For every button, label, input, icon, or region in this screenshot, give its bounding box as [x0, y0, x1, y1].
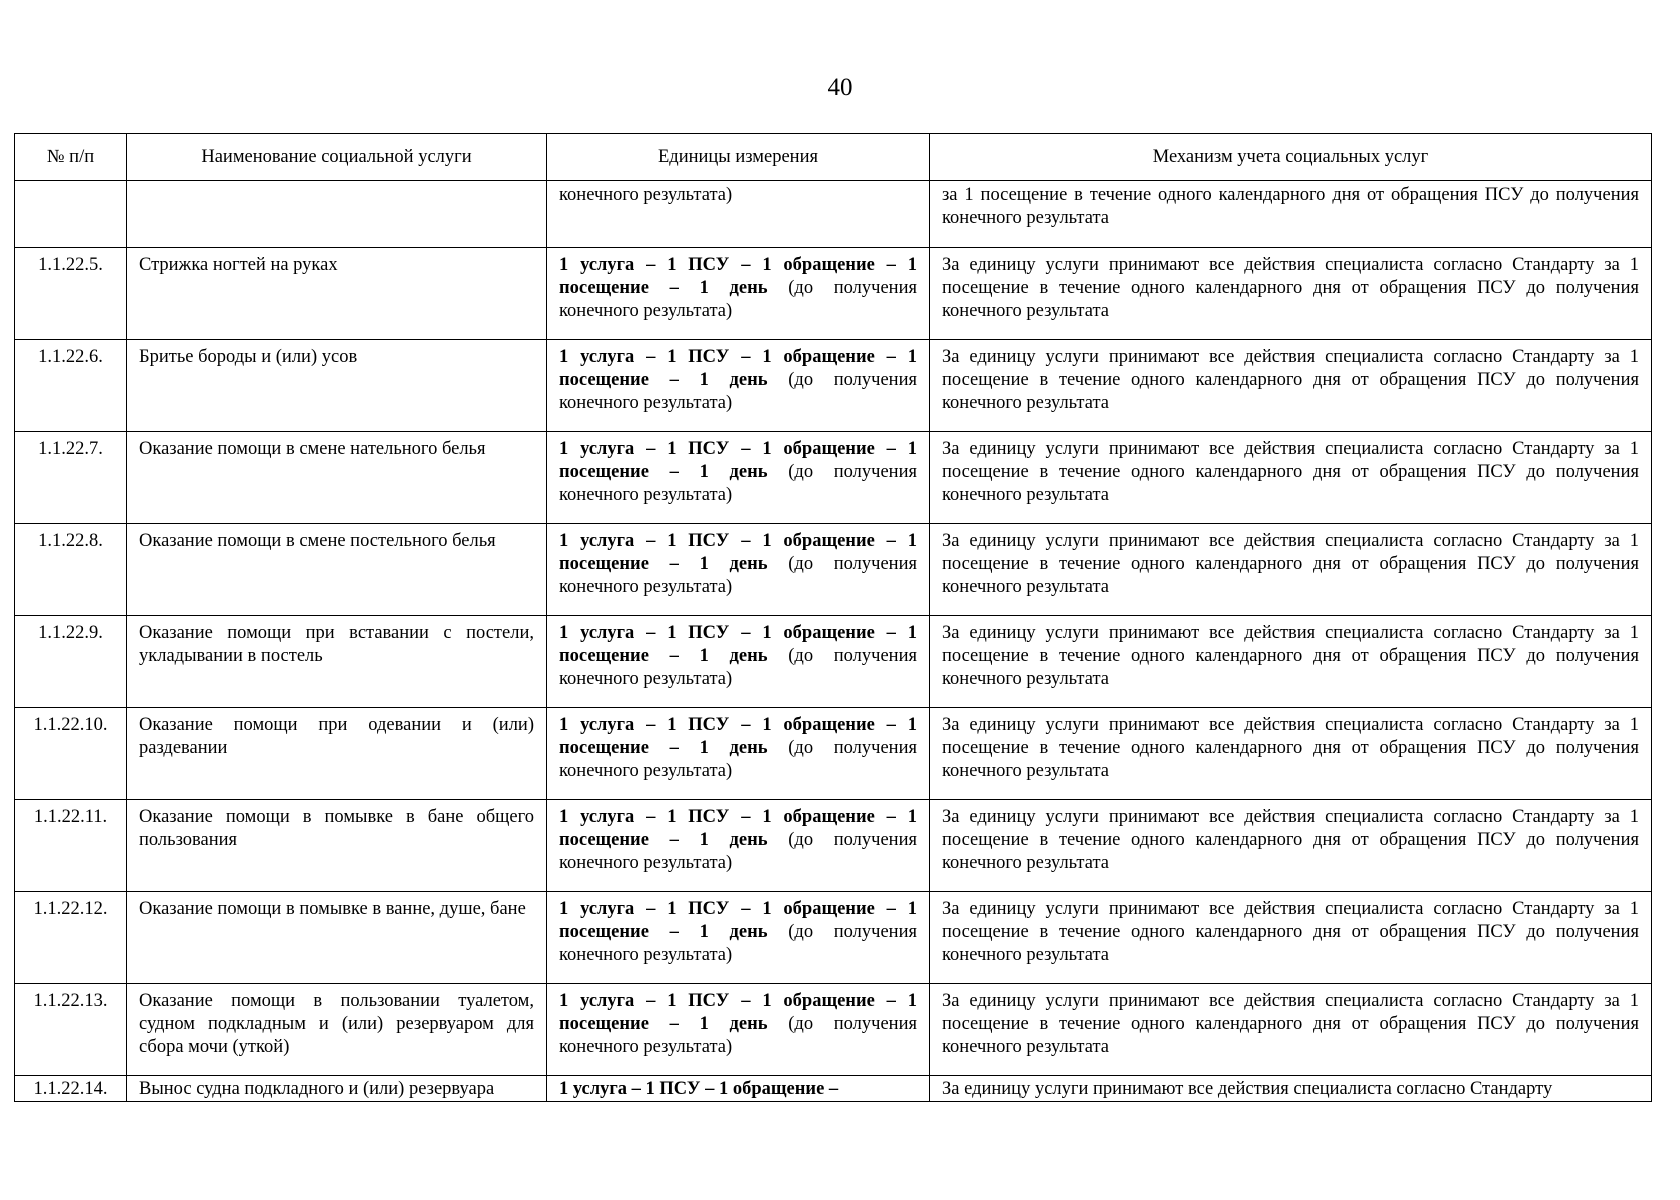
service-units	[547, 984, 930, 1076]
service-mechanism: За единицу услуги принимают все действия специалиста согласно Стандарту за 1 посещение в течение одного календарного дня от обращения ПСУ до получения конечного результата	[930, 708, 1652, 800]
page-number: 40	[827, 74, 853, 101]
row-number: 1.1.22.11.	[15, 800, 127, 892]
service-units-note: конечного результата)	[559, 185, 733, 205]
service-units	[547, 340, 930, 432]
service-units-bold: 1 услуга – 1 ПСУ – 1 обращение – 1 посещение – 1 день	[559, 991, 917, 1034]
service-units-note: (до получения конечного результата)	[559, 646, 917, 689]
header-mechanism: Механизм учета социальных услуг	[930, 134, 1652, 181]
table-row	[15, 616, 1652, 708]
service-units	[547, 248, 930, 340]
service-mechanism: За единицу услуги принимают все действия специалиста согласно Стандарту за 1 посещение в течение одного календарного дня от обращения ПСУ до получения конечного результата	[930, 524, 1652, 616]
header-units: Единицы измерения	[547, 134, 930, 181]
service-units	[547, 1076, 930, 1102]
service-name: Стрижка ногтей на руках	[127, 248, 547, 340]
table-row	[15, 181, 1652, 248]
service-units-bold: 1 услуга – 1 ПСУ – 1 обращение – 1 посещение – 1 день	[559, 715, 917, 758]
service-mechanism: За единицу услуги принимают все действия специалиста согласно Стандарту за 1 посещение в течение одного календарного дня от обращения ПСУ до получения конечного результата	[930, 248, 1652, 340]
service-units-bold: 1 услуга – 1 ПСУ – 1 обращение – 1 посещение – 1 день	[559, 531, 917, 574]
row-number: 1.1.22.7.	[15, 432, 127, 524]
service-units	[547, 181, 930, 248]
table-row	[15, 432, 1652, 524]
row-number: 1.1.22.14.	[15, 1076, 127, 1102]
table-row	[15, 708, 1652, 800]
service-units-note: (до получения конечного результата)	[559, 370, 917, 413]
row-number: 1.1.22.10.	[15, 708, 127, 800]
service-name: Оказание помощи в смене постельного белья	[127, 524, 547, 616]
service-name: Оказание помощи в пользовании туалетом, судном подкладным и (или) резервуаром для сбора мочи (уткой)	[127, 984, 547, 1076]
service-name: Оказание помощи в помывке в ванне, душе, бане	[127, 892, 547, 984]
row-number: 1.1.22.12.	[15, 892, 127, 984]
service-units-note: (до получения конечного результата)	[559, 922, 917, 965]
row-number: 1.1.22.13.	[15, 984, 127, 1076]
service-name: Оказание помощи при вставании с постели, укладывании в постель	[127, 616, 547, 708]
table-header-row	[15, 134, 1652, 181]
service-units-note: (до получения конечного результата)	[559, 554, 917, 597]
header-name: Наименование социальной услуги	[127, 134, 547, 181]
service-units	[547, 708, 930, 800]
service-units-note: (до получения конечного результата)	[559, 462, 917, 505]
row-number: 1.1.22.5.	[15, 248, 127, 340]
row-number: 1.1.22.8.	[15, 524, 127, 616]
service-name: Оказание помощи при одевании и (или) раздевании	[127, 708, 547, 800]
service-name	[127, 181, 547, 248]
service-mechanism: За единицу услуги принимают все действия специалиста согласно Стандарту за 1 посещение в течение одного календарного дня от обращения ПСУ до получения конечного результата	[930, 800, 1652, 892]
table-row	[15, 984, 1652, 1076]
service-mechanism: За единицу услуги принимают все действия специалиста согласно Стандарту за 1 посещение в течение одного календарного дня от обращения ПСУ до получения конечного результата	[930, 340, 1652, 432]
table-row	[15, 340, 1652, 432]
service-units-bold: 1 услуга – 1 ПСУ – 1 обращение – 1 посещение – 1 день	[559, 255, 917, 298]
table-body	[15, 181, 1652, 1102]
service-units	[547, 892, 930, 984]
service-units-bold: 1 услуга – 1 ПСУ – 1 обращение – 1 посещение – 1 день	[559, 347, 917, 390]
table-row	[15, 800, 1652, 892]
row-number: 1.1.22.6.	[15, 340, 127, 432]
service-name: Оказание помощи в помывке в бане общего пользования	[127, 800, 547, 892]
header-num: № п/п	[15, 134, 127, 181]
service-mechanism: За единицу услуги принимают все действия специалиста согласно Стандарту за 1 посещение в течение одного календарного дня от обращения ПСУ до получения конечного результата	[930, 892, 1652, 984]
services-table	[14, 133, 1652, 1102]
service-units-bold: 1 услуга – 1 ПСУ – 1 обращение – 1 посещение – 1 день	[559, 439, 917, 482]
service-name: Вынос судна подкладного и (или) резервуара	[127, 1076, 547, 1102]
service-units-bold: 1 услуга – 1 ПСУ – 1 обращение – 1 посещение – 1 день	[559, 899, 917, 942]
service-units-bold: 1 услуга – 1 ПСУ – 1 обращение – 1 посещение – 1 день	[559, 623, 917, 666]
service-mechanism: За единицу услуги принимают все действия специалиста согласно Стандарту	[930, 1076, 1652, 1102]
table-row	[15, 524, 1652, 616]
service-mechanism: за 1 посещение в течение одного календарного дня от обращения ПСУ до получения конечного результата	[930, 181, 1652, 248]
service-units	[547, 432, 930, 524]
table-row	[15, 892, 1652, 984]
service-mechanism: За единицу услуги принимают все действия специалиста согласно Стандарту за 1 посещение в течение одного календарного дня от обращения ПСУ до получения конечного результата	[930, 984, 1652, 1076]
service-mechanism: За единицу услуги принимают все действия специалиста согласно Стандарту за 1 посещение в течение одного календарного дня от обращения ПСУ до получения конечного результата	[930, 616, 1652, 708]
service-units	[547, 524, 930, 616]
row-number	[15, 181, 127, 248]
service-units-note: (до получения конечного результата)	[559, 830, 917, 873]
service-units-note: (до получения конечного результата)	[559, 278, 917, 321]
service-units	[547, 800, 930, 892]
service-name: Оказание помощи в смене нательного белья	[127, 432, 547, 524]
table-row	[15, 1076, 1652, 1102]
row-number: 1.1.22.9.	[15, 616, 127, 708]
service-name: Бритье бороды и (или) усов	[127, 340, 547, 432]
service-mechanism: За единицу услуги принимают все действия специалиста согласно Стандарту за 1 посещение в течение одного календарного дня от обращения ПСУ до получения конечного результата	[930, 432, 1652, 524]
services-table-container	[14, 133, 1651, 1102]
service-units-bold: 1 услуга – 1 ПСУ – 1 обращение –	[559, 1079, 839, 1099]
table-row	[15, 248, 1652, 340]
service-units-note: (до получения конечного результата)	[559, 1014, 917, 1057]
service-units-bold: 1 услуга – 1 ПСУ – 1 обращение – 1 посещение – 1 день	[559, 807, 917, 850]
service-units-note: (до получения конечного результата)	[559, 738, 917, 781]
service-units	[547, 616, 930, 708]
